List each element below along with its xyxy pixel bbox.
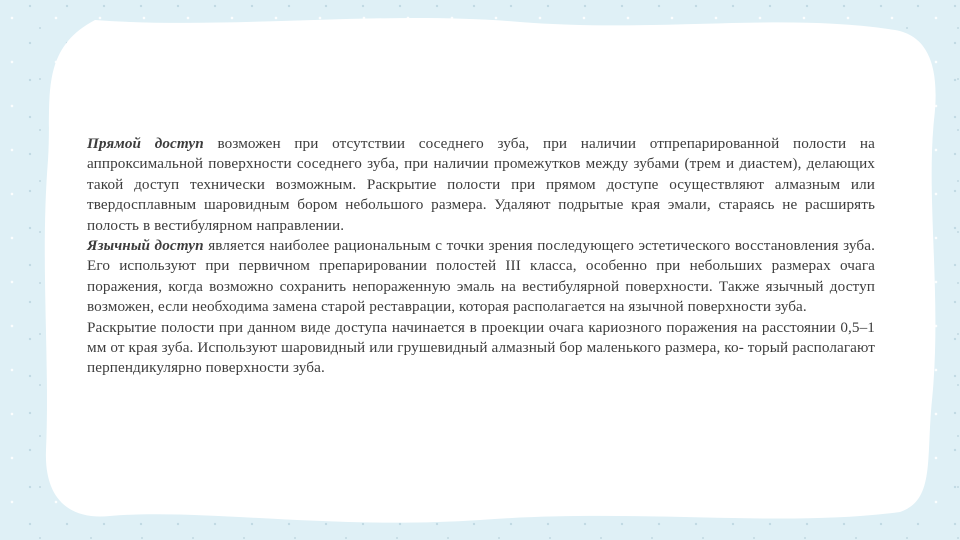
term-direct-access: Прямой доступ <box>87 135 204 152</box>
paragraph-cavity-opening <box>87 318 875 379</box>
paragraph-text: Раскрытие полости при данном виде доступа начинается в проекции очага кариозного поражения на расстоянии 0,5–1 мм от края зуба. Используют шаровидный или грушевидный алмазный бор маленького размера, ко- торый располагают перпендикулярно поверхности зуба. <box>87 318 875 377</box>
paragraph-text: возможен при отсутствии соседнего зуба, при наличии отпрепарированной полости на аппроксимальной поверхности соседнего зуба, при наличии промежутков между зубами (трем и диастем), делающих такой доступ технически возможным. Раскрытие полости при прямом доступе осуществляют алмазным или твердосплавным шаровидным бором небольшого размера. Удаляют подрытые края эмали, стараясь не расширять полость в вестибулярном направлении. <box>87 135 875 234</box>
body-text <box>87 134 875 379</box>
paragraph-direct-access <box>87 134 875 236</box>
paragraph-text: является наиболее рациональным с точки зрения последующего эстетического восстановления зуба. Его используют при первичном препарировании полостей III класса, особенно при небольших размерах очага поражения, когда возможно сохранить непораженную эмаль на вестибулярной поверхности. Также язычный доступ возможен, если необходима замена старой реставрации, которая располагается на язычной поверхности зуба. <box>87 237 875 316</box>
paragraph-lingual-access <box>87 236 875 318</box>
term-lingual-access: Язычный доступ <box>87 237 204 255</box>
